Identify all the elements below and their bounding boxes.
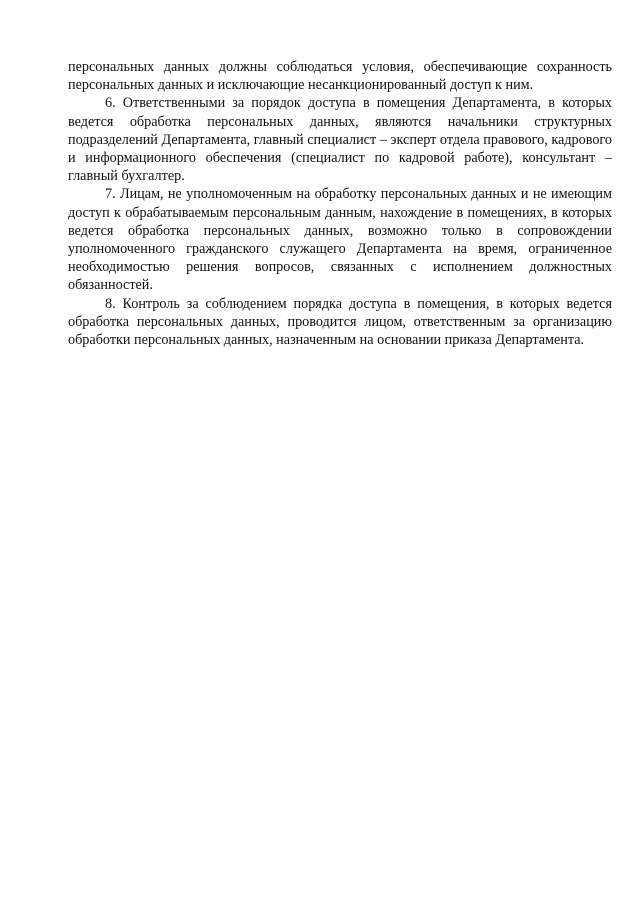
- document-page: [68, 58, 612, 349]
- paragraph-item-6: 6. Ответственными за порядок доступа в помещения Департамента, в которых ведется обработка персональных данных, являются начальники структурных подразделений Департамента, главный специалист – эксперт отдела правового, кадрового и информационного обеспечения (специалист по кадровой работе), консультант – главный бухгалтер.: [68, 95, 612, 185]
- paragraph-item-8: 8. Контроль за соблюдением порядка доступа в помещения, в которых ведется обработка персональных данных, проводится лицом, ответственным за организацию обработки персональных данных, назначенным на основании приказа Департамента.: [68, 295, 612, 349]
- paragraph-item-7: 7. Лицам, не уполномоченным на обработку персональных данных и не имеющим доступ к обрабатываемым персональным данным, нахождение в помещениях, в которых ведется обработка персональных данных, возможно только в сопровождении уполномоченного гражданского служащего Департамента на время, ограниченное необходимостью решения вопросов, связанных с исполнением должностных обязанностей.: [68, 186, 612, 294]
- paragraph-continuation: персональных данных должны соблюдаться условия, обеспечивающие сохранность персональных данных и исключающие несанкционированный доступ к ним.: [68, 59, 612, 94]
